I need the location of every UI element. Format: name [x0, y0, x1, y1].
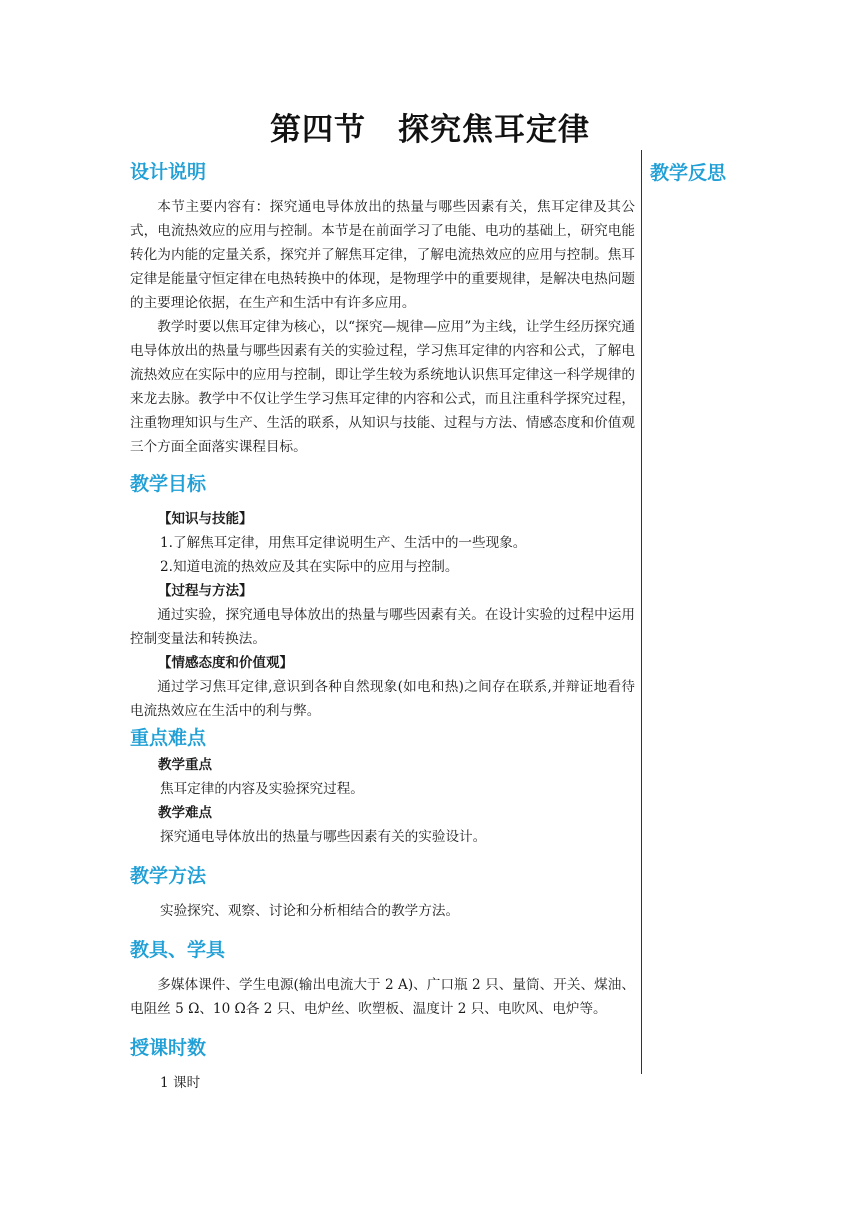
teaching-difficulty-label: 教学难点 [158, 805, 212, 821]
teaching-focus-text: 焦耳定律的内容及实验探究过程。 [160, 781, 364, 797]
knowledge-skills-label: 【知识与技能】 [158, 511, 253, 527]
page-title: 第四节 探究焦耳定律 [270, 112, 590, 148]
design-paragraph-1: 本节主要内容有：探究通电导体放出的热量与哪些因素有关，焦耳定律及其公式，电流热效应的应用与控制。本节是在前面学习了电能、电功的基础上，研究电能转化为内能的定量关系，探究并了解焦耳定律，了解电流热效应的应用与控制。焦耳定律是能量守恒定律在电热转换中的体现，是物理学中的重要规律，是解决电热问题的主要理论依据，在生产和生活中有许多应用。 [130, 199, 635, 311]
design-paragraph-2: 教学时要以焦耳定律为核心，以“探究—规律—应用”为主线，让学生经历探究通电导体放出的热量与哪些因素有关的实验过程，学习焦耳定律的内容和公式，了解电流热效应在实际中的应用与控制，即让学生较为系统地认识焦耳定律这一科学规律的来龙去脉。教学中不仅让学生学习焦耳定律的内容和公式，而且注重科学探究过程，注重物理知识与生产、生活的联系，从知识与技能、过程与方法、情感态度和价值观三个方面全面落实课程目标。 [130, 319, 635, 455]
knowledge-item-1: 1.了解焦耳定律，用焦耳定律说明生产、生活中的一些现象。 [160, 535, 527, 551]
goals-heading: 教学目标 [130, 473, 207, 495]
method-text: 实验探究、观察、讨论和分析相结合的教学方法。 [160, 903, 460, 919]
hours-text: 1 课时 [160, 1075, 201, 1091]
emotion-values-text: 通过学习焦耳定律,意识到各种自然现象(如电和热)之间存在联系,并辩证地看待电流热效应在生活中的利与弊。 [130, 679, 635, 719]
teaching-difficulty-text: 探究通电导体放出的热量与哪些因素有关的实验设计。 [160, 829, 487, 845]
main-column [130, 157, 635, 1095]
process-method-text: 通过实验，探究通电导体放出的热量与哪些因素有关。在设计实验的过程中运用控制变量法和转换法。 [130, 607, 635, 647]
tools-text: 多媒体课件、学生电源(输出电流大于 2 A)、广口瓶 2 只、量筒、开关、煤油、电阻丝 5 Ω、10 Ω各 2 只、电炉丝、吹塑板、温度计 2 只、电吹风、电炉等。 [130, 977, 635, 1017]
hours-heading: 授课时数 [130, 1037, 207, 1059]
column-divider [641, 150, 642, 1074]
design-heading: 设计说明 [130, 161, 207, 183]
teaching-focus-label: 教学重点 [158, 757, 212, 773]
reflection-heading: 教学反思 [650, 162, 727, 184]
key-points-heading: 重点难点 [130, 727, 207, 749]
tools-heading: 教具、学具 [130, 939, 226, 961]
process-method-label: 【过程与方法】 [158, 583, 253, 599]
method-heading: 教学方法 [130, 865, 207, 887]
knowledge-item-2: 2.知道电流的热效应及其在实际中的应用与控制。 [160, 559, 459, 575]
emotion-values-label: 【情感态度和价值观】 [158, 655, 293, 671]
